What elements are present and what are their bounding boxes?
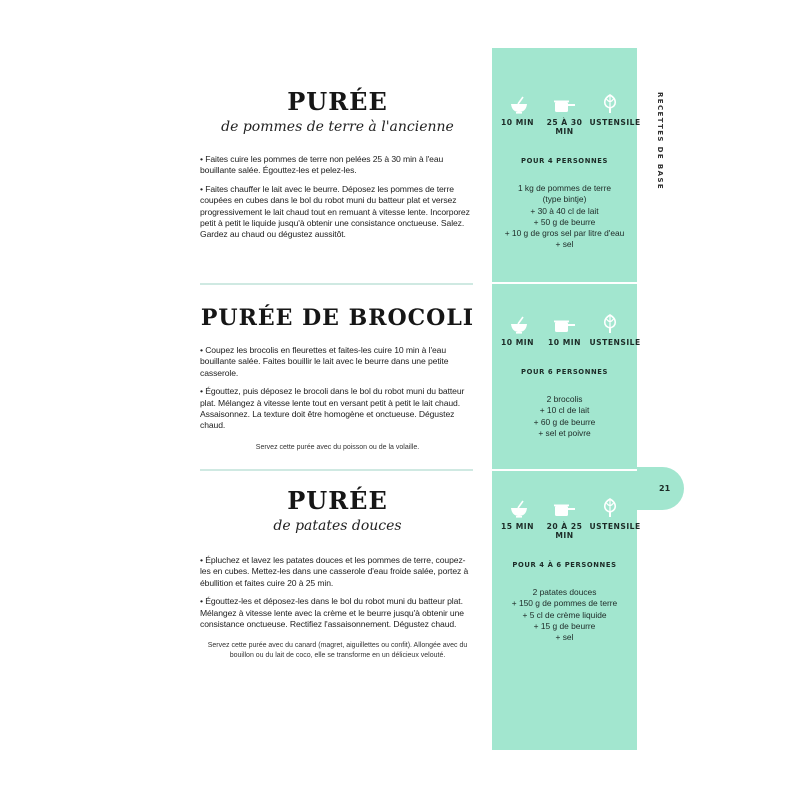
recipe-puree-patates-douces bbox=[200, 487, 475, 660]
utensil-label: USTENSILE bbox=[589, 118, 641, 127]
recipe-step: • Faites chauffer le lait avec le beurre. Déposez les pommes de terre coupées en cubes dans le bol du robot muni du batteur plat et versez progressivement le lait chaud tout en remuant à vitesse lente. Incorporez petit à petit le liquide jusqu'à obtenir une consistance onctueuse. Salez. Gardez au chaud ou dégustez aussitôt. bbox=[200, 183, 470, 240]
ingredient: + 150 g de pommes de terre bbox=[511, 598, 618, 609]
ingredient: + sel bbox=[555, 632, 574, 643]
info-icons bbox=[492, 90, 637, 114]
recipe-info-panel bbox=[492, 494, 641, 643]
recipe-info-panel bbox=[492, 310, 641, 439]
ingredient: (type bintje) bbox=[542, 194, 587, 205]
prep-time: 15 MIN bbox=[501, 522, 534, 531]
pot-icon bbox=[549, 502, 579, 518]
cook-time: 20 À 25 MIN bbox=[546, 522, 583, 540]
recipe-subtitle: de patates douces bbox=[273, 518, 402, 534]
sidebar-separator bbox=[492, 282, 637, 284]
recipe-steps bbox=[200, 555, 475, 630]
recipe-title: PURÉE bbox=[287, 87, 388, 116]
recipe-steps bbox=[200, 154, 475, 241]
cook-time: 25 À 30 MIN bbox=[546, 118, 583, 136]
whisk-icon bbox=[595, 94, 625, 114]
ingredient: + sel et poivre bbox=[538, 427, 591, 438]
time-labels bbox=[492, 338, 641, 347]
recipe-steps bbox=[200, 345, 475, 432]
bowl-icon bbox=[504, 96, 534, 114]
serving-note: Servez cette purée avec du poisson ou de la volaille. bbox=[255, 443, 420, 451]
whisk-icon bbox=[595, 498, 625, 518]
ingredient: + 10 cl de lait bbox=[539, 405, 590, 416]
recipe-puree-brocoli bbox=[200, 305, 475, 452]
recipe-step: • Faites cuire les pommes de terre non pelées 25 à 30 min à l'eau bouillante salée. Égouttez-les et pelez-les. bbox=[200, 154, 444, 176]
section-divider bbox=[200, 469, 473, 471]
prep-time: 10 MIN bbox=[501, 338, 534, 347]
ingredient: + 50 g de beurre bbox=[533, 216, 596, 227]
prep-time: 10 MIN bbox=[501, 118, 534, 127]
recipe-title: PURÉE DE BROCOLI bbox=[200, 305, 475, 331]
recipe-step: • Égouttez, puis déposez le brocoli dans le bol du robot muni du batteur plat. Mélangez à vitesse lente tout en versant petit à petit le lait chaud. Assaisonnez. La texture doit être homogène et onctueuse. Dégustez chaud. bbox=[200, 386, 465, 431]
pot-icon bbox=[549, 318, 579, 334]
info-icons bbox=[492, 494, 637, 518]
ingredient-list bbox=[492, 394, 637, 439]
page-number: 21 bbox=[659, 484, 671, 493]
bowl-icon bbox=[504, 500, 534, 518]
serving-note: Servez cette purée avec du canard (magret, aiguillettes ou confit). Allongée avec du bouillon ou du lait de coco, elle se transforme en un délicieux velouté. bbox=[207, 642, 468, 659]
servings: POUR 4 À 6 PERSONNES bbox=[512, 561, 617, 569]
ingredient: + 15 g de beurre bbox=[533, 620, 596, 631]
ingredient-list bbox=[492, 587, 637, 643]
recipe-puree-ancienne bbox=[200, 88, 475, 241]
servings: POUR 4 PERSONNES bbox=[520, 157, 609, 165]
recipe-title: PURÉE bbox=[287, 486, 388, 515]
ingredient: + 5 cl de crème liquide bbox=[522, 609, 607, 620]
whisk-icon bbox=[595, 314, 625, 334]
section-divider bbox=[200, 283, 473, 285]
ingredient: + 10 g de gros sel par litre d'eau bbox=[504, 228, 625, 239]
recipe-subtitle: de pommes de terre à l'ancienne bbox=[221, 119, 454, 135]
ingredient: + sel bbox=[555, 239, 574, 250]
servings: POUR 6 PERSONNES bbox=[520, 368, 609, 376]
pot-icon bbox=[549, 98, 579, 114]
cook-time: 10 MIN bbox=[548, 338, 581, 347]
time-labels bbox=[492, 522, 641, 540]
ingredient: + 30 à 40 cl de lait bbox=[530, 205, 599, 216]
recipe-step: • Égouttez-les et déposez-les dans le bol du robot muni du batteur plat. Mélangez à vitesse lente avec la crème et le beurre jusqu'à obtenir une consistance onctueuse. Rectifiez l'assaisonnement. Dégustez chaud. bbox=[200, 596, 464, 630]
ingredient-list bbox=[492, 183, 637, 251]
ingredient: + 60 g de beurre bbox=[533, 416, 596, 427]
recipe-info-panel bbox=[492, 90, 641, 251]
info-icons bbox=[492, 310, 637, 334]
ingredient: 2 patates douces bbox=[532, 587, 597, 597]
recipe-step: • Épluchez et lavez les patates douces et les pommes de terre, coupez-les en cubes. Mettez-les dans une casserole d'eau froide salée, portez à ébullition et faites cuire 20 à 25 min. bbox=[200, 555, 469, 588]
sidebar-separator bbox=[492, 469, 637, 471]
ingredient: 1 kg de pommes de terre bbox=[517, 183, 612, 193]
utensil-label: USTENSILE bbox=[589, 338, 641, 347]
utensil-label: USTENSILE bbox=[589, 522, 641, 531]
ingredient: 2 brocolis bbox=[546, 394, 583, 404]
recipe-info-sidebar bbox=[492, 48, 641, 750]
recipe-step: • Coupez les brocolis en fleurettes et faites-les cuire 10 min à l'eau bouillante salée. Faites bouillir le lait avec le beurre dans une petite casserole. bbox=[200, 345, 449, 378]
running-head: RECETTES DE BASE bbox=[656, 92, 664, 191]
time-labels bbox=[492, 118, 641, 136]
bowl-icon bbox=[504, 316, 534, 334]
